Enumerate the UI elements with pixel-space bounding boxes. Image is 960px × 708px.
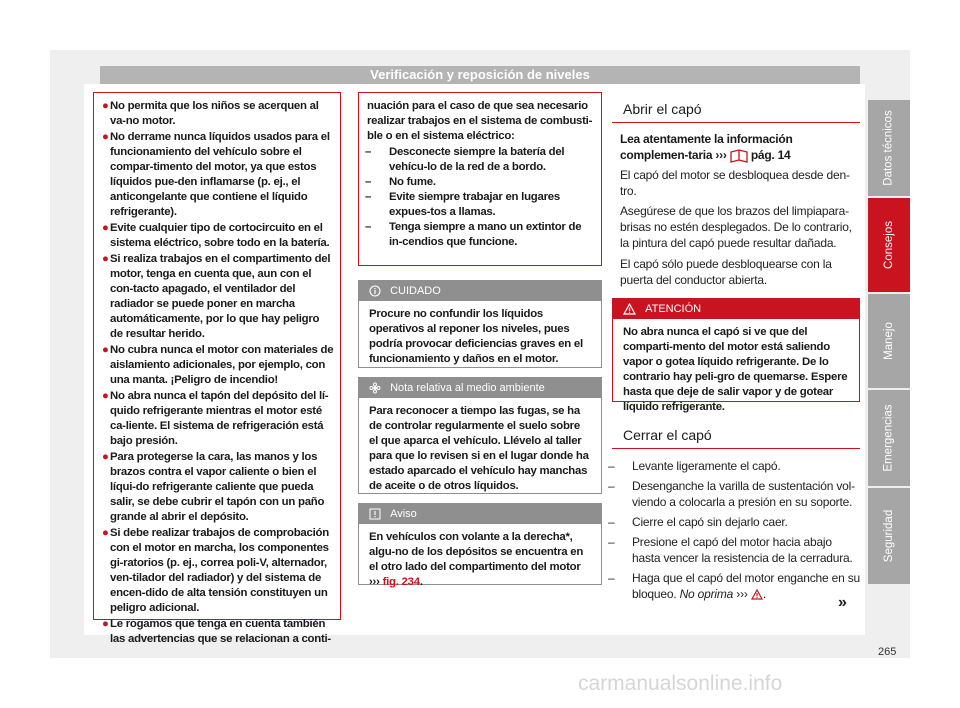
environment-note-text: Para reconocer a tiempo las fugas, se ha de controlar regularmente el suelo sobre el que aparca el vehículo. Llévelo al taller para que lo revisen si en el lugar donde ha estado aparcado el vehículo hay manchas de aceite o de otros líquidos. — [369, 405, 589, 492]
tab-consejos[interactable]: Consejos — [868, 198, 910, 292]
note-icon — [369, 508, 381, 520]
reference-arrows: ››› — [715, 148, 727, 162]
warning-triangle-icon — [623, 303, 636, 315]
flower-icon — [369, 382, 381, 394]
para-1: El capó del motor se desbloquea desde den-tro. — [620, 168, 850, 198]
tab-seguridad[interactable]: Seguridad — [868, 488, 910, 584]
cerrar-capo-title: Cerrar el capó — [623, 427, 712, 443]
warning-continued-box — [93, 92, 341, 645]
step-item: – Presione el capó del motor hacia abajo hasta vencer la resistencia de la cerradura. — [608, 535, 853, 565]
warning-bullet: ●Para protegerse la cara, las manos y los brazos contra el vapor caliente o bien el líqui-do refrigerante caliente que pueda salir, se debe cubrir el tapón con un paño grande al abrir el depósito. — [102, 451, 325, 523]
para-3: El capó sólo puede desbloquearse con la puerta del conductor abierta. — [620, 257, 832, 287]
step-item: – Cierre el capó sin dejarlo caer. — [608, 515, 788, 529]
atencion-header — [613, 299, 859, 319]
warning-bullet: ●Si debe realizar trabajos de comprobación con el motor en marcha, los componentes gi-ratorios (p. ej., correa poli-V, alternador, ven-tilador del radiador) y del sistema de encen-dido de alta tensión constituyen un peligro adicional. — [102, 527, 329, 614]
warning-subitem: – Evite siempre trabajar en lugares expues-tos a llamas. — [365, 191, 560, 218]
aviso-title: Aviso — [390, 508, 417, 520]
warning-bullet: ●No derrame nunca líquidos usados para el funcionamiento del vehículo sobre el compar-timento del motor, ya que estos líquidos pue-den inflamarse (p. ej., el anticongelante que contiene el líquido refrigerante). — [102, 131, 330, 218]
step-item: – Haga que el capó del motor enganche en su bloqueo. No oprima ››› . — [608, 571, 860, 601]
step-item: – Levante ligeramente el capó. — [608, 459, 781, 473]
info-circle-icon — [369, 285, 381, 297]
continuation-text: nuación para el caso de que sea necesario realizar trabajos en el sistema de combusti-ble o en el sistema eléctrico: — [367, 100, 593, 142]
bullet-icon: ● — [102, 527, 109, 539]
para-2: Asegúrese de que los brazos del limpiapara-brisas no estén desplegados. De lo contrario, la pintura del capó puede resultar dañada. — [620, 204, 852, 250]
bullet-icon: ● — [102, 618, 109, 630]
book-icon — [730, 149, 748, 163]
page-header: Verificación y reposición de niveles — [100, 66, 860, 84]
warning-bullet: ●Si realiza trabajos en el compartimento del motor, tenga en cuenta que, aun con el con-tacto apagado, el ventilador del radiador se puede poner en marcha automáticamente, por lo que hay peligro de resultar herido. — [102, 253, 331, 340]
atencion-title: ATENCIÓN — [645, 303, 702, 315]
step-item: – Desenganche la varilla de sustentación vol-viendo a colocarla a presión en su soporte. — [608, 479, 855, 509]
continue-marker: » — [838, 594, 847, 611]
bullet-icon: ● — [102, 253, 109, 265]
atencion-text: No abra nunca el capó si ve que del comparti-mento del motor está saliendo vapor o gotea líquido refrigerante. De lo contrario hay peli-gro de quemarse. Espere hasta que deje de salir vapor y de gotear líquido refrigerante. — [623, 326, 848, 413]
aviso-box — [358, 503, 602, 588]
pag-14-link[interactable]: pág. 14 — [750, 148, 791, 162]
tab-manejo[interactable]: Manejo — [868, 294, 910, 388]
cuidado-title: CUIDADO — [390, 285, 441, 297]
bullet-icon: ● — [102, 390, 109, 402]
bullet-icon: ● — [102, 344, 109, 356]
warning-bullet: ●Le rogamos que tenga en cuenta también las advertencias que se relacionan a conti- — [102, 618, 331, 645]
warning-continuation-box — [358, 92, 602, 266]
section-divider — [612, 122, 860, 123]
bullet-icon: ● — [102, 100, 109, 112]
warning-bullet: ●No permita que los niños se acerquen al va-no motor. — [102, 100, 319, 127]
warning-subitem: – No fume. — [365, 176, 436, 188]
bullet-icon: ● — [102, 222, 109, 234]
tab-datos-tecnicos[interactable]: Datos técnicos — [868, 100, 910, 196]
warning-subitem: – Tenga siempre a mano un extintor de in-cendios que funcione. — [365, 221, 582, 248]
lead-paragraph: Lea atentamente la información complemen-taria ››› pág. 14 — [620, 132, 793, 162]
environment-note-header — [359, 378, 601, 398]
abrir-capo-title: Abrir el capó — [623, 101, 702, 117]
environment-note-title: Nota relativa al medio ambiente — [390, 382, 545, 394]
reference-arrows: ››› — [736, 587, 748, 601]
warning-bullet: ●Evite cualquier tipo de cortocircuito en el sistema eléctrico, sobre todo en la batería. — [102, 222, 330, 249]
bullet-icon: ● — [102, 451, 109, 463]
warning-bullet: ●No abra nunca el tapón del depósito del lí-quido refrigerante mientras el motor esté ca-liente. El sistema de refrigeración está bajo presión. — [102, 390, 329, 447]
cuidado-text: Procure no confundir los líquidos operativos al reponer los niveles, pues podría provocar deficiencias graves en el funcionamiento y daños en el motor. — [369, 308, 583, 365]
steps-list — [608, 458, 860, 606]
section-divider — [612, 448, 860, 449]
environment-note-box — [358, 377, 602, 494]
reference-arrows: ››› — [369, 576, 380, 588]
cuidado-box — [358, 280, 602, 368]
warning-subitem: – Desconecte siempre la batería del vehícu-lo de la red de a bordo. — [365, 146, 565, 173]
warning-bullet: ●No cubra nunca el motor con materiales de aislamiento adicionales, por ejemplo, con una manta. ¡Peligro de incendio! — [102, 344, 334, 386]
watermark: carmanualsonline.info — [578, 672, 783, 695]
fig-234-link[interactable]: fig. 234 — [382, 576, 420, 588]
warning-triangle-icon[interactable] — [751, 589, 763, 600]
aviso-header — [359, 504, 601, 524]
cuidado-header — [359, 281, 601, 301]
tab-emergencias[interactable]: Emergencias — [868, 390, 910, 486]
bullet-icon: ● — [102, 131, 109, 143]
atencion-box — [612, 298, 860, 413]
page-number: 265 — [878, 646, 897, 658]
aviso-text: En vehículos con volante a la derecha*, algu-no de los depósitos se encuentra en el otro lado del compartimento del motor ››› fig. 234. — [369, 531, 584, 588]
